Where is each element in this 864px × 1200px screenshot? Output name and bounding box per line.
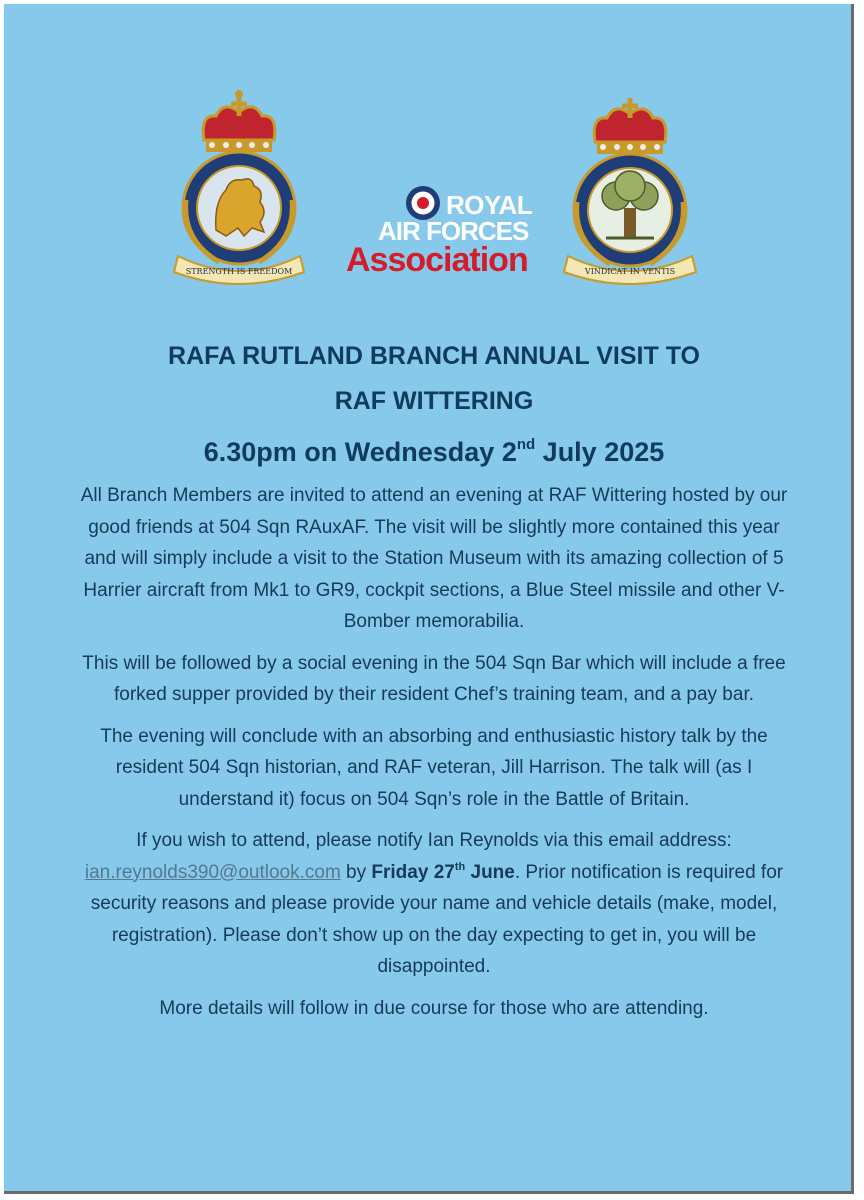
poster-content <box>74 334 794 1034</box>
rutland-lion-crest-icon <box>164 90 314 286</box>
crown-icon <box>594 98 666 154</box>
paragraph-closing: More details will follow in due course for those who are attending. <box>159 997 709 1019</box>
attendance-rest: . Prior notification is required for security reasons and please provide your name and vehicle details (make, model, registration). Please don’t show up on the day expecting to get in, you will be disappointed. <box>90 861 784 977</box>
title-line-2: RAF WITTERING <box>334 387 534 415</box>
deadline-rest: June <box>465 861 515 883</box>
left-badge-motto: STRENGTH IS FREEDOM <box>185 267 293 276</box>
rafa-logo-line3: Association <box>346 241 528 279</box>
right-badge-motto: VINDICAT IN VENTIS <box>584 267 676 276</box>
crown-icon <box>203 90 275 152</box>
rafa-logo-line1: ROYAL <box>446 190 533 220</box>
date-rest: July 2025 <box>535 437 665 467</box>
raf-roundel-icon <box>406 186 440 220</box>
date-prefix: 6.30pm on Wednesday 2 <box>203 437 517 467</box>
paragraph-social-evening: This will be followed by a social evening in the 504 Sqn Bar which will include a free forked supper provided by their resident Chef’s training team, and a pay bar. <box>82 652 786 705</box>
paragraph-attendance <box>74 825 794 983</box>
paragraph-invitation: All Branch Members are invited to attend an evening at RAF Wittering hosted by our good friends at 504 Sqn RAuxAF. The visit will be slightly more contained this year and will simply include a visit to the Station Museum with its amazing collection of 5 Harrier aircraft from Mk1 to GR9, cockpit sections, a Blue Steel missile and other V-Bomber memorabilia. <box>80 485 788 632</box>
rafa-logo <box>342 182 532 282</box>
deadline <box>371 862 514 883</box>
contact-email-link[interactable]: ian.reynolds390@outlook.com <box>84 861 341 883</box>
attendance-by: by <box>340 861 372 883</box>
paragraph-history-talk: The evening will conclude with an absorbing and enthusiastic history talk by the resident 504 Sqn historian, and RAF veteran, Jill Harrison. The talk will (as I understand it) focus on 504 Sqn’s role in the Battle of Britain. <box>100 725 768 810</box>
deadline-ordinal: th <box>454 860 466 873</box>
poster-page <box>4 4 854 1194</box>
title-line-1: RAFA RUTLAND BRANCH ANNUAL VISIT TO <box>168 342 700 370</box>
oak-tree-crest-icon <box>556 96 704 286</box>
attendance-intro: If you wish to attend, please notify Ian Reynolds via this email address: <box>136 830 732 851</box>
poster-title <box>74 334 794 424</box>
event-date <box>74 434 794 470</box>
deadline-prefix: Friday 27 <box>371 861 455 883</box>
date-ordinal: nd <box>516 436 536 453</box>
rafa-logo-line2: AIR FORCES <box>378 216 529 246</box>
